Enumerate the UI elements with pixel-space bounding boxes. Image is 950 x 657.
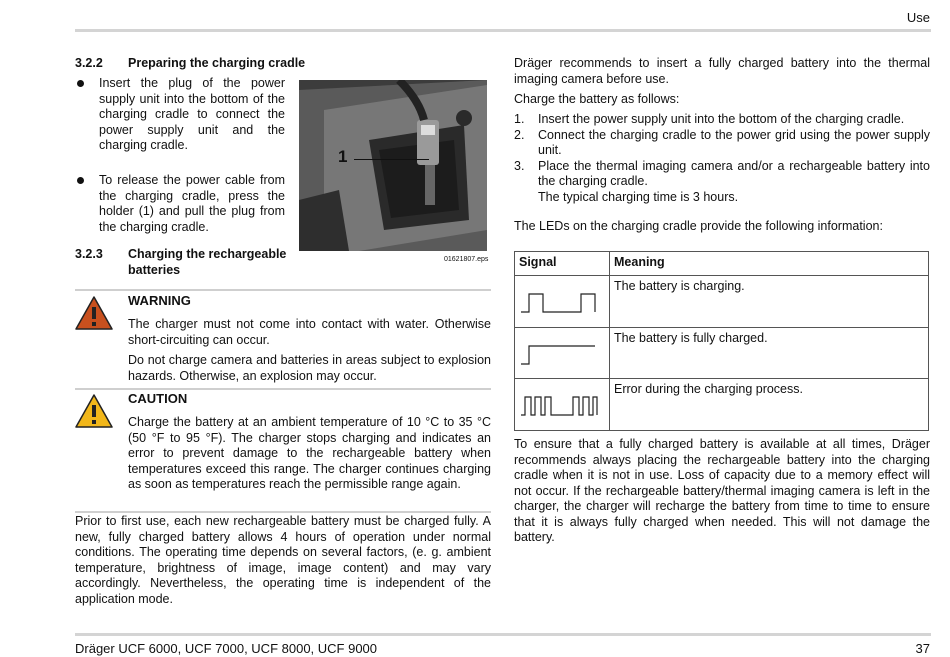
step-number: 1. [514,112,525,126]
step-item [514,112,930,128]
warning-text-1: The charger must not come into contact with water. Otherwise short-circuiting can occur. [128,317,491,347]
bullet-text-1: Insert the plug of the power supply unit into the bottom of the charging cradle to connect the power supply unit and the charging cradle. [99,76,285,152]
figure-caption: 01621807.eps [444,256,489,263]
led-signal-table [514,251,929,431]
warning-triangle-icon [75,296,113,335]
step-text: Connect the charging cradle to the power grid using the power supply unit. [538,127,930,157]
table-header-signal: Signal [515,252,610,276]
section-number-322: 3.2.2 [75,56,103,70]
section-number-323: 3.2.3 [75,247,103,261]
charging-steps [514,112,930,205]
caution-bottom-rule [75,511,491,513]
step-number: 2. [514,127,525,142]
figure-callout-number: 1 [338,147,348,166]
meaning-charging: The battery is charging. [610,276,929,328]
step-text: Insert the power supply unit into the bottom of the charging cradle. [538,112,905,126]
meaning-full: The battery is fully charged. [610,327,929,379]
header-rule [75,29,931,32]
step-item [514,159,930,206]
running-header: Use [906,10,930,25]
led-intro: The LEDs on the charging cradle provide the following information: [514,219,883,233]
warning-top-rule [75,289,491,291]
callout-line [354,159,429,160]
intro-paragraph: Prior to first use, each new rechargeable battery must be charged fully. A new, fully charged battery allows 4 hours of operation under normal conditions. The operating time depends on several factors, (e. g. ambient temperature, brightness of image, image content) and may vary accordingly. Nevertheless, the operating time is independent of the application mode. [75,514,491,606]
section-title-322: Preparing the charging cradle [128,56,306,70]
charging-cradle-photo [299,80,487,251]
warning-label: WARNING [128,293,191,308]
footer-rule [75,633,931,636]
signal-error-icon [515,379,610,431]
step-subtext: The typical charging time is 3 hours. [538,189,739,204]
table-header-meaning: Meaning [610,252,929,276]
caution-triangle-icon [75,394,113,433]
caution-text: Charge the battery at an ambient temperature of 10 °C to 35 °C (50 °F to 95 °F). The charger stops charging and indicates an error to prevent damage to the rechargeable battery when temperatures exceed this range. The charger continues charging as soon as temperatures reach the permissible range again. [128,415,491,491]
step-number: 3. [514,158,525,173]
caution-top-rule [75,388,491,390]
recommend-paragraph: Dräger recommends to insert a fully charged battery into the thermal imaging camera before use. [514,56,930,86]
footer-product: Dräger UCF 6000, UCF 7000, UCF 8000, UCF 9000 [75,641,378,656]
signal-charging-icon [515,276,610,328]
step-text: Place the thermal imaging camera and/or a rechargeable battery into the charging cradle. [538,158,930,188]
section-title-323: Charging the rechargeable batteries [128,247,287,277]
bullet-text-2: To release the power cable from the charging cradle, press the holder (1) and pull the plug from the charging cradle. [99,173,285,234]
step-item [514,128,930,159]
page-number: 37 [915,641,930,656]
bullet-dot [75,173,89,187]
meaning-error: Error during the charging process. [610,379,929,431]
warning-text-2: Do not charge camera and batteries in areas subject to explosion hazards. Otherwise, an explosion may occur. [128,353,491,383]
memory-effect-paragraph: To ensure that a fully charged battery is available at all times, Dräger recommends always placing the rechargeable battery into the charging cradle when it is not in use. Loss of capacity due to a memory effect will not occur. If the rechargeable battery/thermal imaging camera is left in the charger, the charger will recharge the battery from time to time to ensure that it is always fully charged when needed. This will not damage the battery. [514,437,930,544]
caution-label: CAUTION [128,391,188,406]
bullet-dot [75,76,89,90]
signal-full-icon [515,327,610,379]
charge-intro: Charge the battery as follows: [514,92,680,106]
